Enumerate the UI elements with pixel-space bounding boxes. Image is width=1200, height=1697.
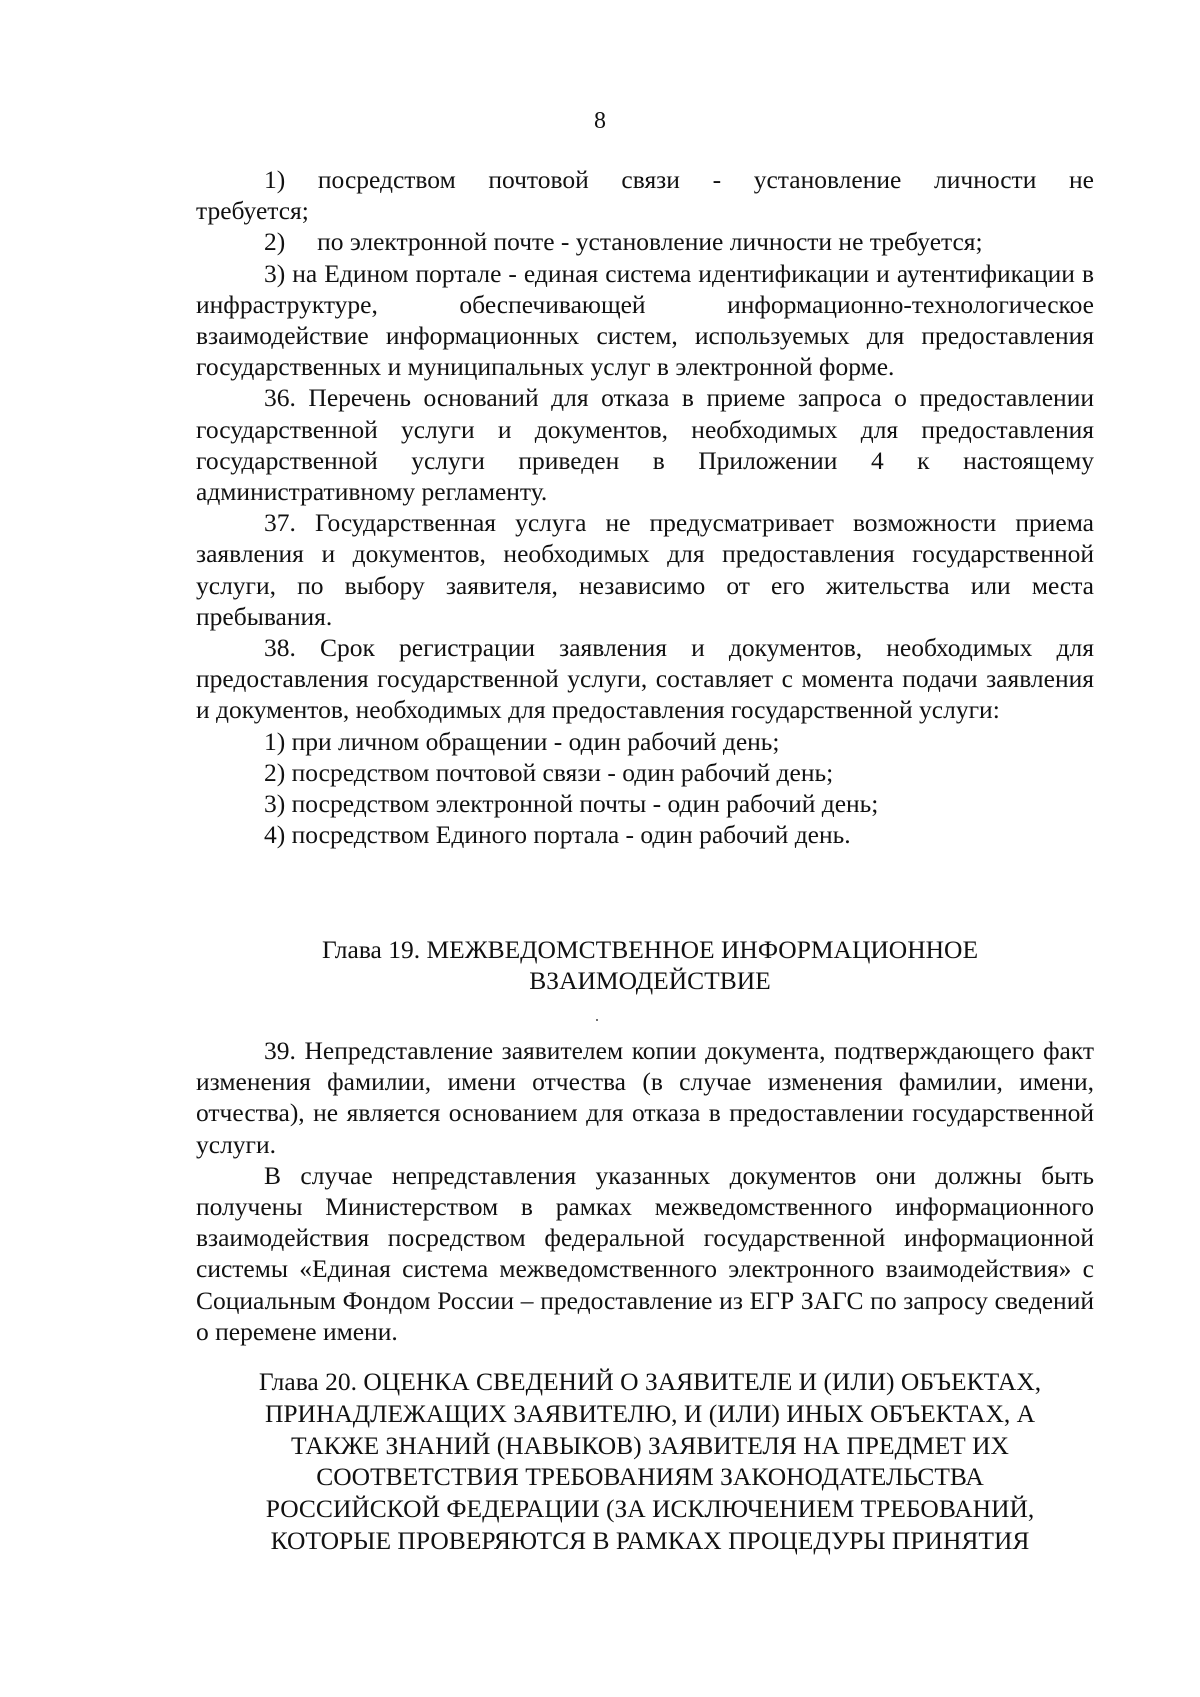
list-item-portal: 3) на Едином портале - единая система идентификации и аутентификации в инфраструктуре, обеспечивающей информационно-технологическое взаимодействие информационных систем, используемых для предоставления государственных и муниципальных услуг в электронной форме. bbox=[196, 258, 1094, 382]
chapter-20-heading-line-1: Глава 20. ОЦЕНКА СВЕДЕНИЙ О ЗАЯВИТЕЛЕ И (ИЛИ) ОБЪЕКТАХ, bbox=[258, 1367, 1042, 1396]
list-item-38-2: 2) посредством почтовой связи - один рабочий день; bbox=[264, 757, 834, 787]
section-identification-and-registration bbox=[196, 164, 1094, 850]
paragraph-38: 38. Срок регистрации заявления и документов, необходимых для предоставления государственной услуги, составляет с момента подачи заявления и документов, необходимых для предоставления государственной услуги: bbox=[196, 633, 1094, 725]
chapter-20-heading bbox=[160, 1366, 1140, 1557]
chapter-20-heading-line-5: РОССИЙСКОЙ ФЕДЕРАЦИИ (ЗА ИСКЛЮЧЕНИЕМ ТРЕБОВАНИЙ, bbox=[265, 1494, 1035, 1524]
chapter-20-heading-line-2: ПРИНАДЛЕЖАЩИХ ЗАЯВИТЕЛЮ, И (ИЛИ) ИНЫХ ОБЪЕКТАХ, А bbox=[264, 1398, 1036, 1428]
list-item-38-4: 4) посредством Единого портала - один рабочий день. bbox=[264, 820, 851, 850]
chapter-19-heading-line-1: Глава 19. МЕЖВЕДОМСТВЕННОЕ ИНФОРМАЦИОННОЕ bbox=[321, 935, 979, 964]
chapter-20-heading-line-3: ТАКЖЕ ЗНАНИЙ (НАВЫКОВ) ЗАЯВИТЕЛЯ НА ПРЕДМЕТ ИХ bbox=[291, 1430, 1009, 1460]
list-item-38-1: 1) при личном обращении - один рабочий день; bbox=[264, 726, 780, 756]
list-item-email: 2) по электронной почте - установление личности не требуется; bbox=[264, 227, 983, 257]
paragraph-37: 37. Государственная услуга не предусматривает возможности приема заявления и документов, необходимых для предоставления государственной услуги, по выбору заявителя, независимо от его жительства или места пребывания. bbox=[196, 508, 1094, 631]
section-interagency-interaction bbox=[196, 1035, 1094, 1347]
chapter-20-heading-line-6: КОТОРЫЕ ПРОВЕРЯЮТСЯ В РАМКАХ ПРОЦЕДУРЫ ПРИНЯТИЯ bbox=[270, 1525, 1030, 1555]
list-item-postal: 1) посредством почтовой связи - установление личности не bbox=[264, 165, 1094, 194]
chapter-19-heading-line-2: ВЗАИМОДЕЙСТВИЕ bbox=[529, 966, 771, 995]
chapter-20-heading-line-4: СООТВЕТСТВИЯ ТРЕБОВАНИЯМ ЗАКОНОДАТЕЛЬСТВА bbox=[316, 1462, 984, 1492]
chapter-19-heading bbox=[160, 934, 1140, 996]
paragraph-39-continuation: В случае непредставления указанных документов они должны быть получены Министерством в рамках межведомственного информационного взаимодействия посредством федеральной государственной информационной системы «Единая система межведомственного электронного взаимодействия» с Социальным Фондом России – предоставление из ЕГР ЗАГС по запросу сведений о перемене имени. bbox=[196, 1160, 1094, 1346]
list-item-postal-continuation: требуется; bbox=[196, 196, 309, 226]
scan-speck bbox=[596, 1019, 598, 1021]
paragraph-36: 36. Перечень оснований для отказа в приеме запроса о предоставлении государственной услуги и документов, необходимых для предоставления государственной услуги приведен в Приложении 4 к настоящему административному регламенту. bbox=[196, 383, 1094, 507]
page-number: 8 bbox=[594, 108, 606, 134]
list-item-38-3: 3) посредством электронной почты - один рабочий день; bbox=[264, 789, 879, 819]
paragraph-39: 39. Непредставление заявителем копии документа, подтверждающего факт изменения фамилии, имени отчества (в случае изменения фамилии, имени, отчества), не является основанием для отказа в предоставлении государственной услуги. bbox=[196, 1036, 1094, 1159]
